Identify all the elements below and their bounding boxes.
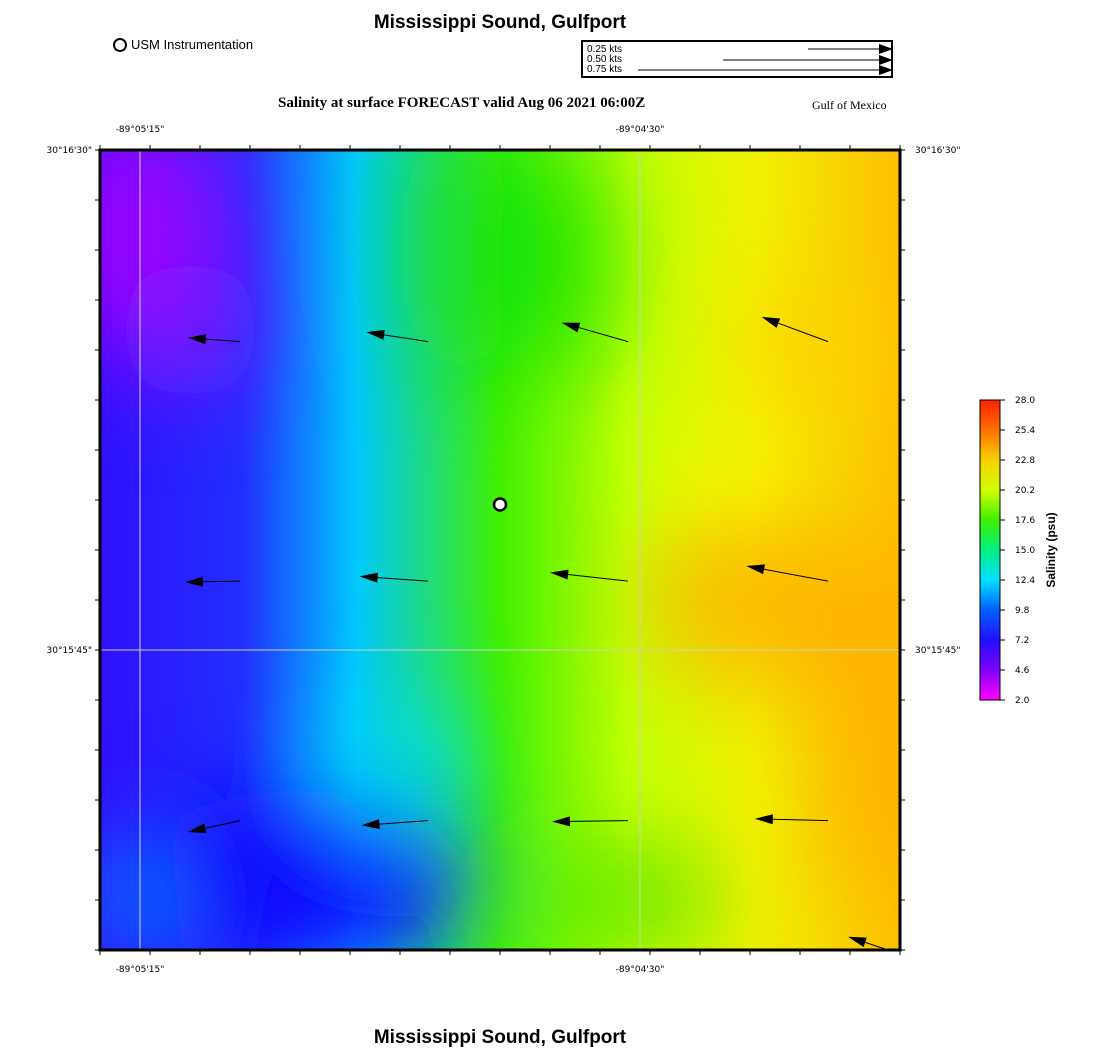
map-title: Mississippi Sound, Gulfport: [373, 12, 627, 33]
colorbar-tick-label: 7.2: [1015, 636, 1030, 646]
colorbar-tick-label: 4.6: [1015, 666, 1030, 676]
lat-label-left-2: 30°15'45": [46, 646, 92, 656]
current-vector: [203, 581, 240, 582]
station-legend-label: USM Instrumentation: [131, 37, 254, 52]
colorbar-tick-label: 9.8: [1015, 606, 1030, 616]
scale-label-2: 0.50 kts: [587, 54, 623, 65]
scale-arrow-head: [879, 65, 893, 75]
colorbar-tick-label: 22.8: [1015, 456, 1036, 466]
colorbar-tick-label: 17.6: [1015, 516, 1036, 526]
colorbar-tick-label: 2.0: [1015, 696, 1030, 706]
forecast-subtitle: Salinity at surface FORECAST valid Aug 06 2021 06:00Z: [278, 95, 646, 111]
usm-station-marker[interactable]: [494, 498, 506, 510]
lon-label-top-2: -89°04'30": [615, 125, 665, 135]
lat-label-right-1: 30°16'30": [915, 146, 961, 156]
scale-arrows: [638, 44, 893, 75]
scale-arrow-head: [879, 44, 893, 54]
lat-label-right-2: 30°15'45": [915, 646, 961, 656]
lon-label-bottom-1: -89°05'15": [115, 965, 165, 975]
colorbar-tick-label: 12.4: [1015, 576, 1036, 586]
colorbar-tick-label: 25.4: [1015, 426, 1036, 436]
lon-label-top-1: -89°05'15": [115, 125, 165, 135]
lat-label-left-1: 30°16'30": [46, 146, 92, 156]
scale-label-3: 0.75 kts: [587, 64, 623, 75]
colorbar-tick-label: 15.0: [1015, 546, 1036, 556]
region-label: Gulf of Mexico: [812, 98, 887, 112]
colorbar-tick-label: 28.0: [1015, 396, 1036, 406]
salinity-field: [50, 100, 940, 970]
colorbar-tick-label: 20.2: [1015, 486, 1036, 496]
lon-label-bottom-2: -89°04'30": [615, 965, 665, 975]
footer-title: Mississippi Sound, Gulfport: [373, 1027, 627, 1048]
scale-label-1: 0.25 kts: [587, 44, 623, 55]
scale-arrow-head: [879, 55, 893, 65]
colorbar-title: Salinity (psu): [1044, 512, 1058, 588]
salinity-colorbar: [980, 396, 1058, 706]
